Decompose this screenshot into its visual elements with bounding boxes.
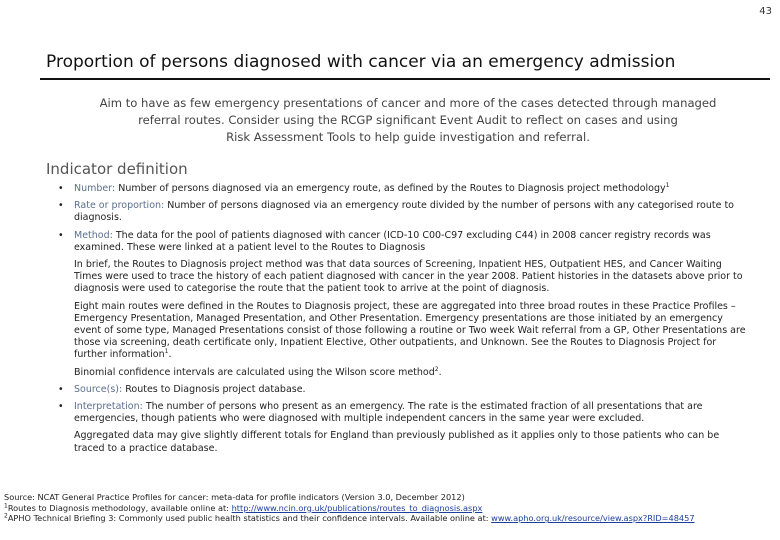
title-divider (40, 78, 770, 80)
method-paragraph-2 (58, 301, 748, 362)
footnote-2-link[interactable]: www.apho.org.uk/resource/view.aspx?RID=48457 (491, 513, 695, 524)
footnote-1-text: Routes to Diagnosis methodology, available online at: (7, 502, 232, 513)
method-label: Method: (74, 229, 113, 241)
method-paragraph-1: In brief, the Routes to Diagnosis project method was that data sources of Screening, Inpatient HES, Outpatient HES, and Cancer Waiting Times were used to trace the history of each patient diagnosed with cancer in the year 2008. Patient histories in the datasets above prior to diagnosis were used to categorise the route that the patient took to arrive at the point of diagnosis. (74, 259, 743, 295)
indicator-definition-list (58, 183, 748, 460)
indicator-definition-heading: Indicator definition (46, 160, 188, 178)
bullet-marker: • (58, 200, 64, 212)
bullet-method (58, 230, 748, 254)
method-paragraph-3 (58, 367, 748, 379)
footnote-source: Source: NCAT General Practice Profiles for cancer: meta-data for profile indicators (Version 3.0, December 2012) (4, 492, 465, 502)
method-paragraph-3-text: Binomial confidence intervals are calculated using the Wilson score method (74, 366, 435, 378)
footnote-2 (4, 513, 774, 524)
footnotes (4, 492, 774, 524)
footnote-2-number: 2 (4, 512, 8, 520)
method-paragraph-2-end: . (168, 349, 172, 361)
bullet-marker: • (58, 401, 64, 413)
number-label: Number: (74, 183, 116, 194)
aim-line-1: Aim to have as few emergency presentations of cancer and more of the cases detected through managed (99, 96, 717, 110)
aim-line-3: Risk Assessment Tools to help guide investigation and referral. (226, 130, 590, 144)
method-text: The data for the pool of patients diagnosed with cancer (ICD-10 C00-C97 excluding C44) in 2008 cancer registry records was examined. These were linked at a patient level to the Routes to Diagnosis (74, 229, 711, 253)
number-text: Number of persons diagnosed via an emergency route, as defined by the Routes to Diagnosis project methodology (115, 183, 666, 194)
page-number: 43 (759, 6, 772, 17)
bullet-number (58, 183, 748, 195)
page-title: Proportion of persons diagnosed with cancer via an emergency admission (46, 52, 676, 72)
source-label: Source(s): (74, 383, 123, 395)
interpretation-paragraph-1: Aggregated data may give slightly different totals for England than previously published as it applies only to those patients who can be traced to a practice database. (74, 430, 720, 454)
method-paragraph-2-text: Eight main routes were defined in the Routes to Diagnosis project, these are aggregated into three broad routes in these Practice Profiles – Emergency Presentation, Managed Presentation, and Other Presentation. Emergency presentations are those initiated by an emergency event of some type, Managed Presentations consist of those following a routine or Two week Wait referral from a GP, Other Presentations are those via screening, death certificate only, Inpatient Elective, Other outpatients, and Unknown. See the Routes to Diagnosis Project for further information (74, 300, 746, 361)
bullet-interpretation (58, 401, 748, 425)
bullet-marker: • (58, 229, 64, 241)
method-paragraph-2-footnote-ref: 1 (164, 348, 169, 356)
method-paragraph-3-footnote-ref: 2 (434, 365, 439, 373)
bullet-rate (58, 200, 748, 224)
rate-text: Number of persons diagnosed via an emergency route divided by the number of persons with any categorised route to diagnosis. (74, 200, 734, 224)
bullet-marker: • (58, 383, 64, 395)
number-footnote-ref: 1 (665, 181, 670, 189)
rate-label: Rate or proportion: (74, 200, 165, 212)
method-paragraph-3-end: . (438, 366, 442, 378)
footnote-2-text: APHO Technical Briefing 3: Commonly used public health statistics and their confidence intervals. Available online at: (7, 513, 492, 524)
footnote-1 (4, 503, 774, 514)
footnote-1-link[interactable]: http://www.ncin.org.uk/publications/routes_to_diagnosis.aspx (231, 502, 483, 513)
source-text: Routes to Diagnosis project database. (122, 383, 306, 395)
aim-line-2: referral routes. Consider using the RCGP significant Event Audit to reflect on cases and using (138, 113, 678, 127)
footnote-1-number: 1 (4, 501, 8, 509)
interpretation-text: The number of persons who present as an emergency. The rate is the estimated fraction of all presentations that are emergencies, though patients who were diagnosed with multiple independent cancers in the same year were excluded. (74, 401, 703, 425)
bullet-source (58, 384, 748, 396)
bullet-marker: • (58, 183, 64, 194)
interpretation-label: Interpretation: (74, 401, 143, 413)
aim-statement (92, 95, 724, 146)
